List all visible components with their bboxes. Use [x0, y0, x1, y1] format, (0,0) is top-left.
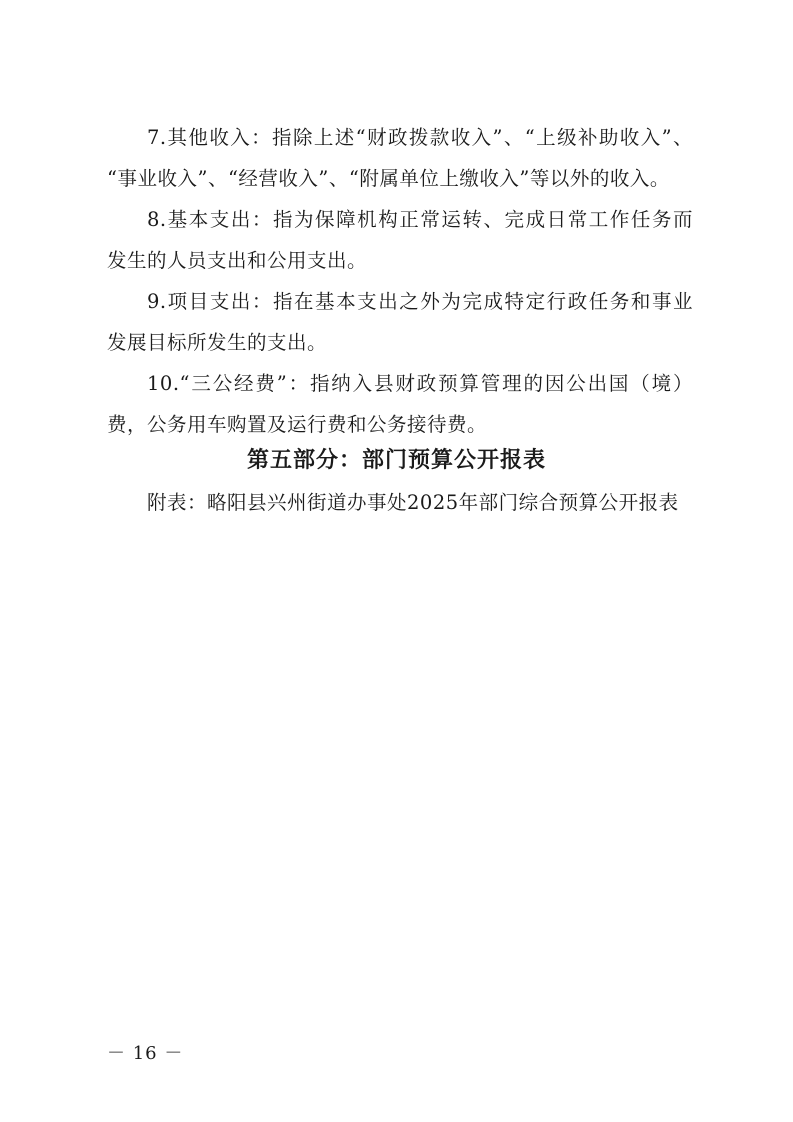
section-heading: 第五部分：部门预算公开报表 [246, 448, 546, 473]
item-7-line-1: 7.其他收入：指除上述“财政拨款收入”、“上级补助收入”、 [147, 126, 693, 149]
item-7-line-2: “事业收入”、“经营收入”、“附属单位上缴收入”等以外的收入。 [107, 167, 670, 190]
item-9-line-2: 发展目标所发生的支出。 [107, 331, 328, 354]
item-10-line-2: 费，公务用车购置及运行费和公务接待费。 [107, 413, 488, 436]
item-8-line-2: 发生的人员支出和公用支出。 [107, 249, 368, 272]
page-number: － 16 － [107, 1043, 184, 1064]
attachment-line: 附表：略阳县兴州街道办事处2025年部门综合预算公开报表 [147, 491, 679, 514]
item-9-line-1: 9.项目支出：指在基本支出之外为完成特定行政任务和事业 [147, 290, 693, 313]
item-8-line-1: 8.基本支出：指为保障机构正常运转、完成日常工作任务而 [147, 208, 693, 231]
item-10-line-1: 10.“三公经费”：指纳入县财政预算管理的因公出国（境） [147, 372, 693, 395]
